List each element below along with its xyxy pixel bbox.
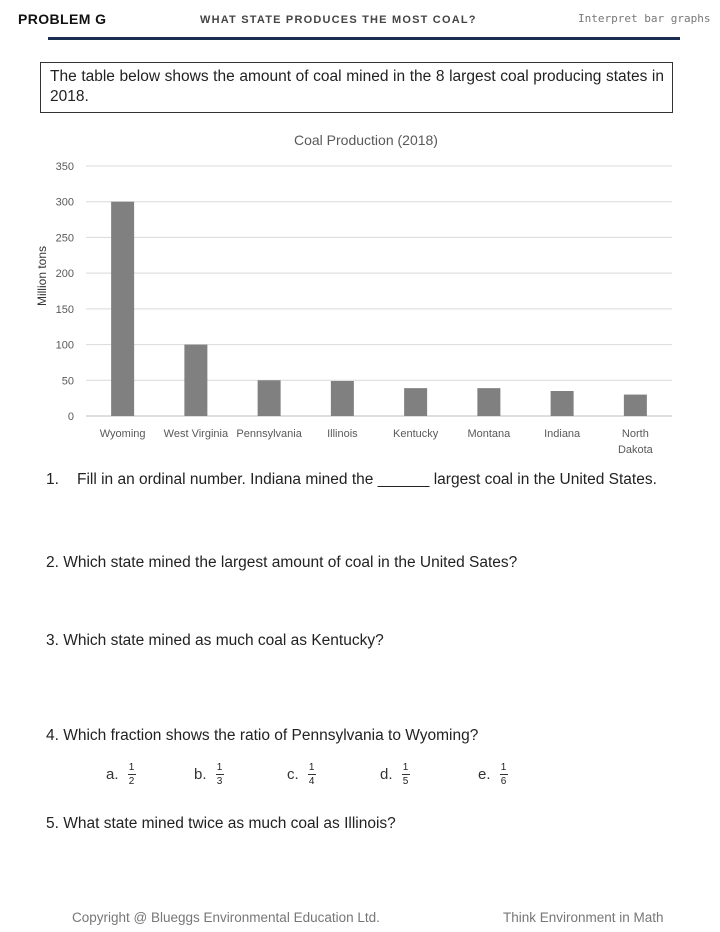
numerator: 1 [308,762,315,773]
bar-north-dakota [624,395,647,416]
bar-montana [477,388,500,416]
x-tick-label: Indiana [544,428,581,440]
question-1-text: Fill in an ordinal number. Indiana mined the ______ largest coal in the United States. [77,471,657,488]
y-tick-label: 50 [61,375,74,388]
denominator: 5 [402,776,409,787]
choice-c[interactable] [287,762,316,787]
choice-e[interactable] [478,762,508,787]
x-tick-label: Montana [467,428,511,440]
bar-wyoming [111,202,134,416]
question-5: 5. What state mined twice as much coal as Illinois? [46,815,396,832]
x-tick-label: Wyoming [99,428,146,440]
denominator: 3 [216,776,223,787]
question-3: 3. Which state mined as much coal as Kentucky? [46,632,384,649]
footer-copyright: Copyright @ Blueggs Environmental Education Ltd. [72,910,380,925]
denominator: 2 [128,776,135,787]
fraction-bar [128,774,136,775]
question-2: 2. Which state mined the largest amount of coal in the United Sates? [46,554,518,571]
problem-label: PROBLEM G [18,11,107,27]
bar-west-virginia [184,345,207,416]
bar-illinois [331,381,354,416]
numerator: 1 [216,762,223,773]
bar-pennsylvania [258,380,281,416]
y-tick-label: 200 [55,268,74,281]
x-tick-label: West Virginia [163,428,229,440]
fraction [500,762,508,787]
choice-letter: b. [194,766,207,783]
fraction-bar [216,774,224,775]
y-tick-label: 350 [55,161,74,173]
fraction-bar [308,774,316,775]
y-tick-label: 150 [55,303,74,316]
denominator: 4 [308,776,315,787]
y-tick-label: 250 [55,232,74,245]
choice-letter: c. [287,766,299,783]
fraction [216,762,224,787]
coal-production-chart [0,120,720,465]
y-tick-label: 0 [67,411,74,423]
fraction [402,762,410,787]
numerator: 1 [402,762,409,773]
fraction-bar [500,774,508,775]
denominator: 6 [500,776,507,787]
x-tick-label: Pennsylvania [236,428,302,440]
question-1-number: 1. [46,471,59,488]
x-tick-label: Illinois [327,428,358,440]
intro-box: The table below shows the amount of coal mined in the 8 largest coal producing states in 2018. [40,62,673,113]
numerator: 1 [500,762,507,773]
chart-title: Coal Production (2018) [294,132,438,148]
choice-a[interactable] [106,762,136,787]
choice-d[interactable] [380,762,410,787]
y-tick-label: 300 [55,196,74,209]
choice-letter: d. [380,766,393,783]
fraction [128,762,136,787]
y-axis-label: Million tons [35,245,49,307]
fraction [308,762,316,787]
choice-letter: e. [478,766,491,783]
question-1 [46,470,672,490]
x-tick-label: North Dakota [617,428,653,456]
x-tick-label: Kentucky [393,428,439,440]
worksheet-title: WHAT STATE PRODUCES THE MOST COAL? [200,14,477,26]
choice-b[interactable] [194,762,224,787]
fraction-bar [402,774,410,775]
bar-indiana [551,391,574,416]
footer-tagline: Think Environment in Math [503,910,664,925]
bar-kentucky [404,388,427,416]
topic-label: Interpret bar graphs [578,12,711,25]
y-tick-label: 100 [55,339,74,352]
choice-letter: a. [106,766,119,783]
header-divider [48,37,680,40]
numerator: 1 [128,762,135,773]
question-4: 4. Which fraction shows the ratio of Pennsylvania to Wyoming? [46,727,479,744]
